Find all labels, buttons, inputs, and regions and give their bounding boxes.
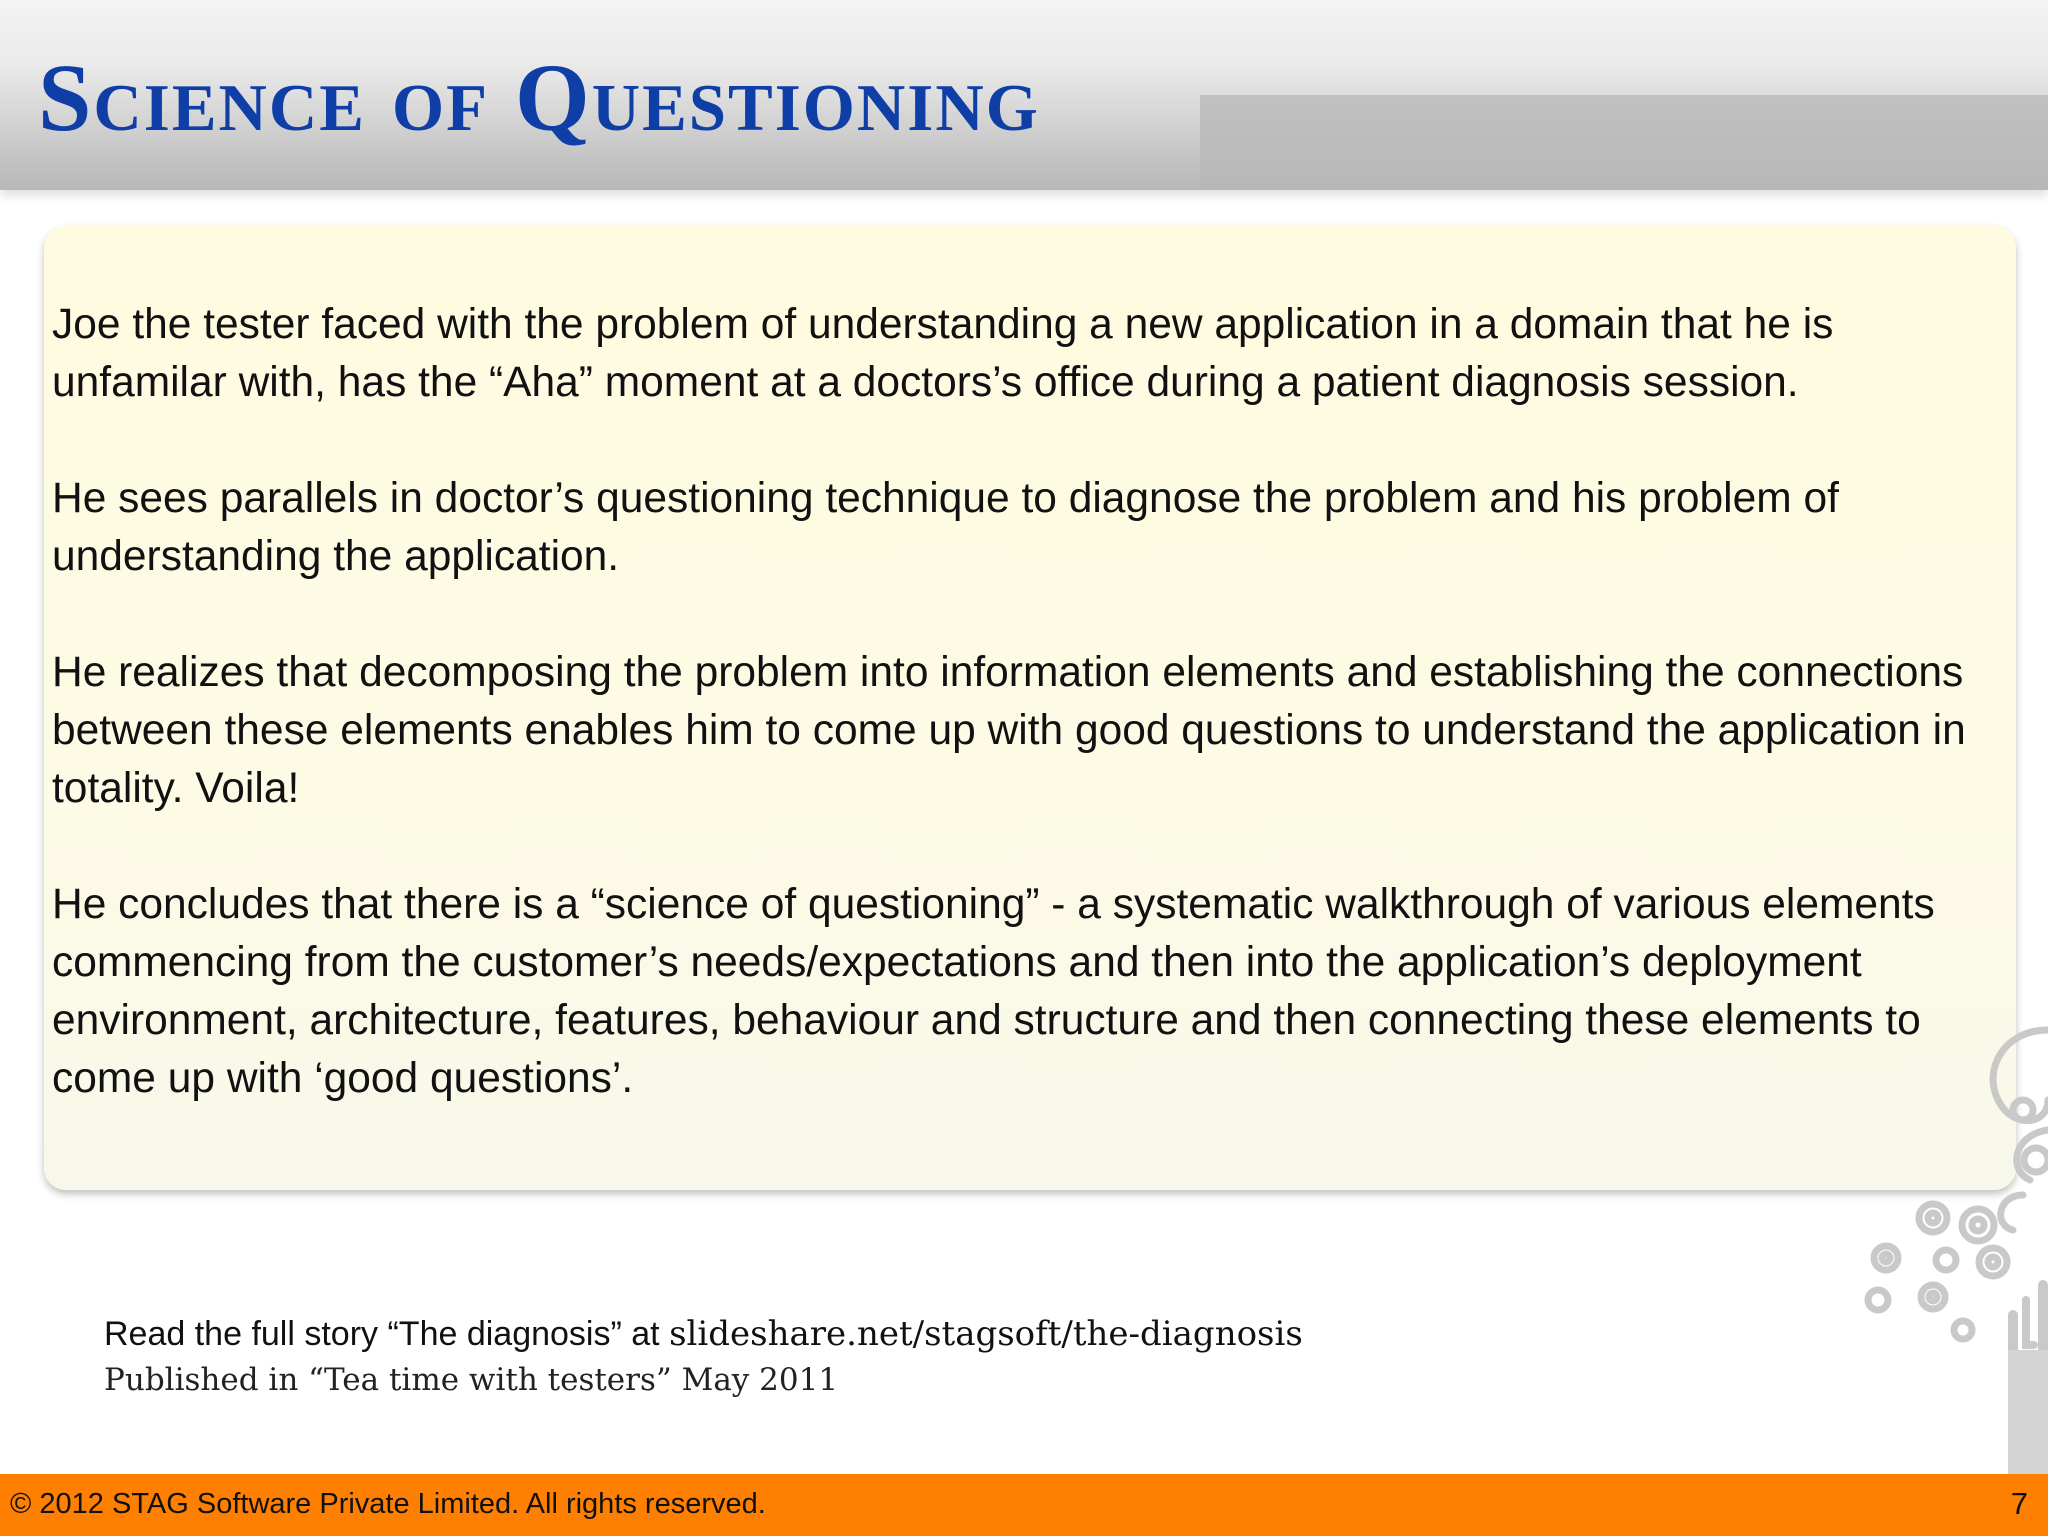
story-url[interactable]: slideshare.net/stagsoft/the-diagnosis xyxy=(669,1314,1303,1354)
paragraph-4: He concludes that there is a “science of questioning” - a systematic walkthrough of various elements commencing from the customer’s needs/expectations and then into the application’s deployment environment, architecture, features, behaviour and structure and then connecting these elements to come up with ‘good questions’. xyxy=(52,881,1935,1102)
slide-title: Science of Questioning xyxy=(38,44,1040,151)
copyright-text: © 2012 STAG Software Private Limited. All rights reserved. xyxy=(10,1488,766,1520)
slide-header xyxy=(0,0,2048,190)
content-box xyxy=(44,226,2016,1190)
slide-number: 7 xyxy=(2010,1486,2028,1521)
right-edge-strip xyxy=(2008,1350,2048,1474)
story-link-prefix: Read the full story “The diagnosis” at xyxy=(104,1315,670,1353)
slide-footer xyxy=(0,1474,2048,1536)
swirl-decoration-icon xyxy=(1768,1000,2048,1470)
story-link-line xyxy=(104,1314,1303,1354)
published-note: Published in “Tea time with testers” May 2011 xyxy=(104,1362,839,1398)
paragraph-3: He realizes that decomposing the problem into information elements and establishing the connections between these elements enables him to come up with good questions to understand the application in totality. Voila! xyxy=(52,649,1966,812)
header-shade-band xyxy=(1200,95,2048,190)
paragraph-2: He sees parallels in doctor’s questioning technique to diagnose the problem and his problem of understanding the application. xyxy=(52,475,1839,580)
paragraph-1: Joe the tester faced with the problem of understanding a new application in a domain that he is unfamilar with, has the “Aha” moment at a doctors’s office during a patient diagnosis session. xyxy=(52,301,1834,406)
